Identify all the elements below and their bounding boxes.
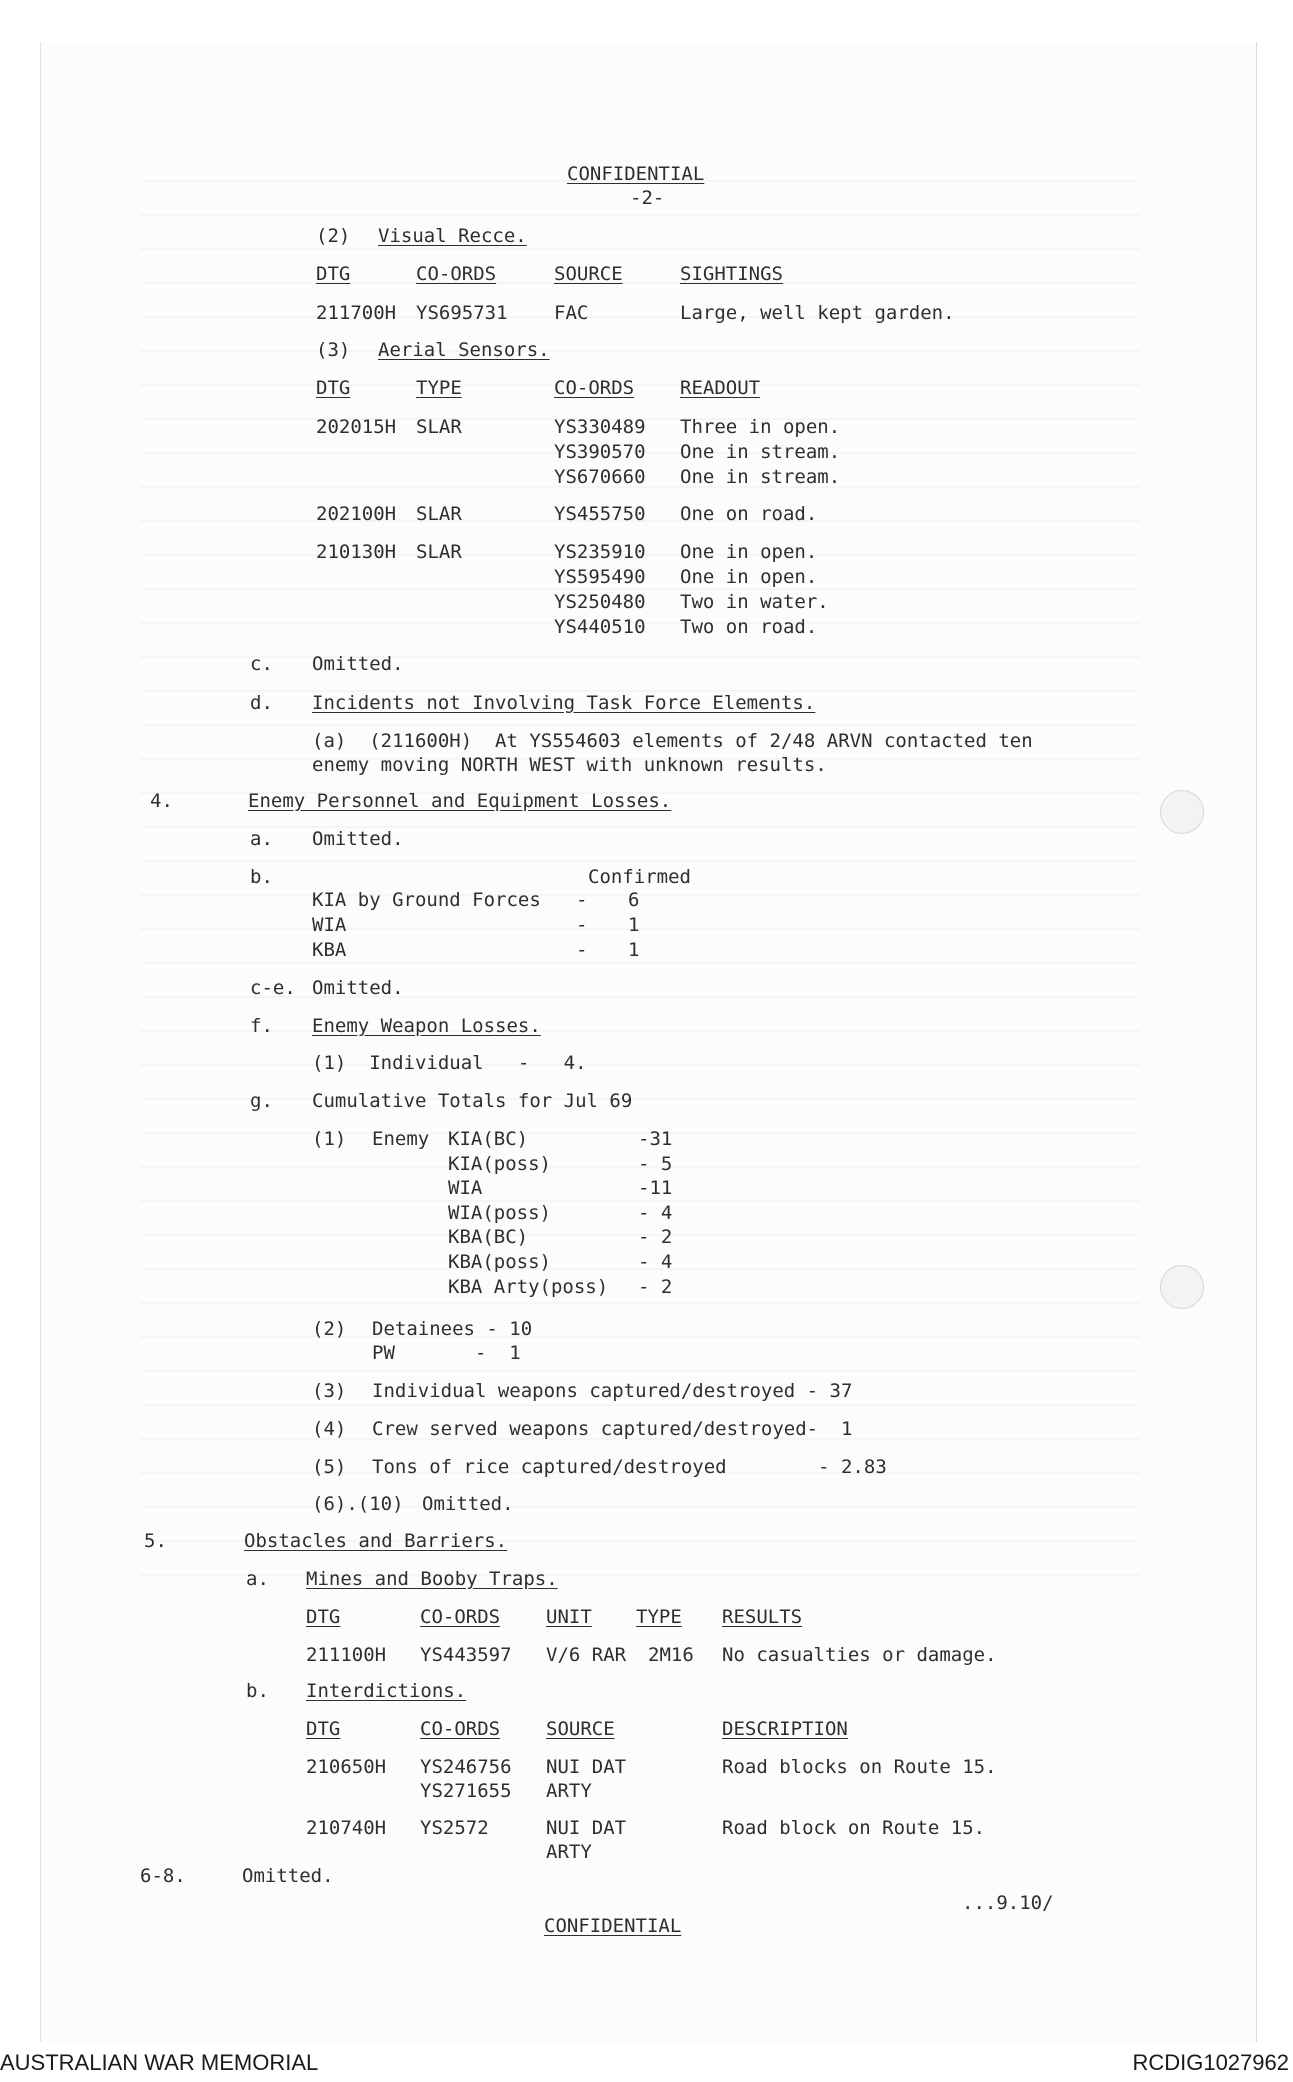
section-heading: Enemy Personnel and Equipment Losses. <box>248 790 672 812</box>
column-header: DTG <box>316 377 351 399</box>
total-label: KIA(BC) <box>448 1128 529 1150</box>
subsection-heading: Aerial Sensors. <box>378 339 550 361</box>
column-header: TYPE <box>636 1606 682 1628</box>
column-header: CO-ORDS <box>416 263 497 285</box>
item-label: Enemy <box>372 1128 430 1150</box>
item-number: (3) <box>312 1380 347 1402</box>
column-header: READOUT <box>680 377 761 399</box>
column-header: CO-ORDS <box>554 377 635 399</box>
column-header: DTG <box>316 263 351 285</box>
loss-label: KBA <box>312 939 347 961</box>
total-value: -31 <box>638 1128 673 1150</box>
table-cell: YS250480 <box>554 591 646 613</box>
total-value: - 2 <box>638 1276 673 1298</box>
paragraph-letter: g. <box>250 1090 273 1112</box>
total-label: KIA(poss) <box>448 1153 551 1175</box>
loss-value: 1 <box>628 939 640 961</box>
paragraph-letter: a. <box>250 828 273 850</box>
paragraph-letter: d. <box>250 692 273 714</box>
total-label: KBA Arty(poss) <box>448 1276 609 1298</box>
table-cell: YS2572 <box>420 1817 489 1839</box>
item-text: Individual weapons captured/destroyed - 37 <box>372 1380 853 1402</box>
paragraph-text: Omitted. <box>312 653 404 675</box>
total-value: - 5 <box>638 1153 673 1175</box>
table-cell: YS390570 <box>554 441 646 463</box>
table-cell: 210130H <box>316 541 397 563</box>
column-header: SOURCE <box>554 263 623 285</box>
subsection-number: (3) <box>316 339 351 361</box>
table-cell: Three in open. <box>680 416 841 438</box>
table-cell: NUI DAT <box>546 1756 627 1778</box>
table-cell: Large, well kept garden. <box>680 302 955 324</box>
table-cell: 210740H <box>306 1817 387 1839</box>
total-label: KBA(BC) <box>448 1226 529 1248</box>
column-header: DESCRIPTION <box>722 1718 848 1740</box>
classification-header: CONFIDENTIAL <box>567 163 705 185</box>
column-header: CO-ORDS <box>420 1718 501 1740</box>
item-number: (2) <box>312 1318 347 1340</box>
paragraph-heading: Mines and Booby Traps. <box>306 1568 558 1590</box>
table-cell: One in stream. <box>680 441 841 463</box>
table-cell: SLAR <box>416 416 462 438</box>
table-cell: No casualties or damage. <box>722 1644 997 1666</box>
table-cell: YS440510 <box>554 616 646 638</box>
table-cell: ARTY <box>546 1780 592 1802</box>
paragraph-heading: Interdictions. <box>306 1680 467 1702</box>
subsection-heading: Visual Recce. <box>378 225 527 247</box>
table-cell: YS271655 <box>420 1780 512 1802</box>
total-value: -11 <box>638 1177 673 1199</box>
table-cell: 202015H <box>316 416 397 438</box>
table-cell: YS670660 <box>554 466 646 488</box>
item-number: (4) <box>312 1418 347 1440</box>
table-cell: 210650H <box>306 1756 387 1778</box>
total-value: - 4 <box>638 1202 673 1224</box>
loss-value: 6 <box>628 889 640 911</box>
column-header: UNIT <box>546 1606 592 1628</box>
table-cell: V/6 RAR <box>546 1644 627 1666</box>
total-label: WIA <box>448 1177 483 1199</box>
table-cell: One in open. <box>680 566 818 588</box>
loss-dash: - <box>576 914 588 936</box>
paragraph-letter: b. <box>250 866 273 888</box>
table-cell: SLAR <box>416 503 462 525</box>
table-cell: Road blocks on Route 15. <box>722 1756 997 1778</box>
loss-dash: - <box>576 939 588 961</box>
item-text: Tons of rice captured/destroyed - 2.83 <box>372 1456 887 1478</box>
paragraph-text: Omitted. <box>312 977 404 999</box>
column-header: SIGHTINGS <box>680 263 783 285</box>
archive-id: RCDIG1027962 <box>1132 2050 1289 2075</box>
table-cell: One in stream. <box>680 466 841 488</box>
item-text: PW - 1 <box>372 1342 521 1364</box>
section-number: 4. <box>150 790 173 812</box>
paragraph-text: (1) Individual - 4. <box>312 1052 587 1074</box>
item-number: (6).(10) <box>312 1493 404 1515</box>
total-label: WIA(poss) <box>448 1202 551 1224</box>
table-cell: YS246756 <box>420 1756 512 1778</box>
table-cell: SLAR <box>416 541 462 563</box>
paragraph-text: enemy moving NORTH WEST with unknown results. <box>312 754 827 776</box>
loss-label: WIA <box>312 914 347 936</box>
loss-dash: - <box>576 889 588 911</box>
paragraph-heading: Cumulative Totals for Jul 69 <box>312 1090 633 1112</box>
column-header: CO-ORDS <box>420 1606 501 1628</box>
table-cell: YS235910 <box>554 541 646 563</box>
classification-footer: CONFIDENTIAL <box>544 1915 682 1937</box>
paragraph-letter: f. <box>250 1015 273 1037</box>
paragraph-letter: b. <box>246 1680 269 1702</box>
column-header: RESULTS <box>722 1606 803 1628</box>
table-cell: One in open. <box>680 541 818 563</box>
paragraph-text: (a) (211600H) At YS554603 elements of 2/48 ARVN contacted ten <box>312 730 1033 752</box>
loss-label: KIA by Ground Forces <box>312 889 541 911</box>
table-cell: YS443597 <box>420 1644 512 1666</box>
paragraph-text: Omitted. <box>312 828 404 850</box>
item-text: Crew served weapons captured/destroyed- 1 <box>372 1418 853 1440</box>
column-header: TYPE <box>416 377 462 399</box>
table-cell: Road block on Route 15. <box>722 1817 986 1839</box>
table-cell: 202100H <box>316 503 397 525</box>
table-cell: YS455750 <box>554 503 646 525</box>
table-cell: 211100H <box>306 1644 387 1666</box>
table-cell: NUI DAT <box>546 1817 627 1839</box>
table-cell: 211700H <box>316 302 397 324</box>
archive-credit: AUSTRALIAN WAR MEMORIAL <box>0 2050 319 2075</box>
paragraph-letter: a. <box>246 1568 269 1590</box>
table-cell: Two in water. <box>680 591 829 613</box>
table-cell: One on road. <box>680 503 818 525</box>
total-value: - 2 <box>638 1226 673 1248</box>
total-value: - 4 <box>638 1251 673 1273</box>
paragraph-letter: c. <box>250 653 273 675</box>
section-number: 5. <box>144 1530 167 1552</box>
paragraph-heading: Incidents not Involving Task Force Elements. <box>312 692 816 714</box>
punch-hole <box>1160 790 1204 834</box>
table-cell: YS695731 <box>416 302 508 324</box>
table-cell: 2M16 <box>648 1644 694 1666</box>
paragraph-heading: Enemy Weapon Losses. <box>312 1015 541 1037</box>
subsection-number: (2) <box>316 225 351 247</box>
section-number: 6-8. <box>140 1865 186 1887</box>
column-header: DTG <box>306 1718 341 1740</box>
column-header: SOURCE <box>546 1718 615 1740</box>
page-number: -2- <box>630 187 665 209</box>
section-heading: Obstacles and Barriers. <box>244 1530 508 1552</box>
column-header: DTG <box>306 1606 341 1628</box>
table-cell: Two on road. <box>680 616 818 638</box>
paragraph-letter: c-e. <box>250 977 296 999</box>
table-cell: YS595490 <box>554 566 646 588</box>
loss-value: 1 <box>628 914 640 936</box>
item-text: Omitted. <box>422 1493 514 1515</box>
item-number: (1) <box>312 1128 347 1150</box>
table-cell: ARTY <box>546 1841 592 1863</box>
punch-hole <box>1160 1265 1204 1309</box>
table-cell: YS330489 <box>554 416 646 438</box>
total-label: KBA(poss) <box>448 1251 551 1273</box>
item-text: Detainees - 10 <box>372 1318 533 1340</box>
continuation-marker: ...9.10/ <box>962 1892 1054 1914</box>
item-number: (5) <box>312 1456 347 1478</box>
table-cell: FAC <box>554 302 589 324</box>
column-header: Confirmed <box>588 866 691 888</box>
paragraph-text: Omitted. <box>242 1865 334 1887</box>
